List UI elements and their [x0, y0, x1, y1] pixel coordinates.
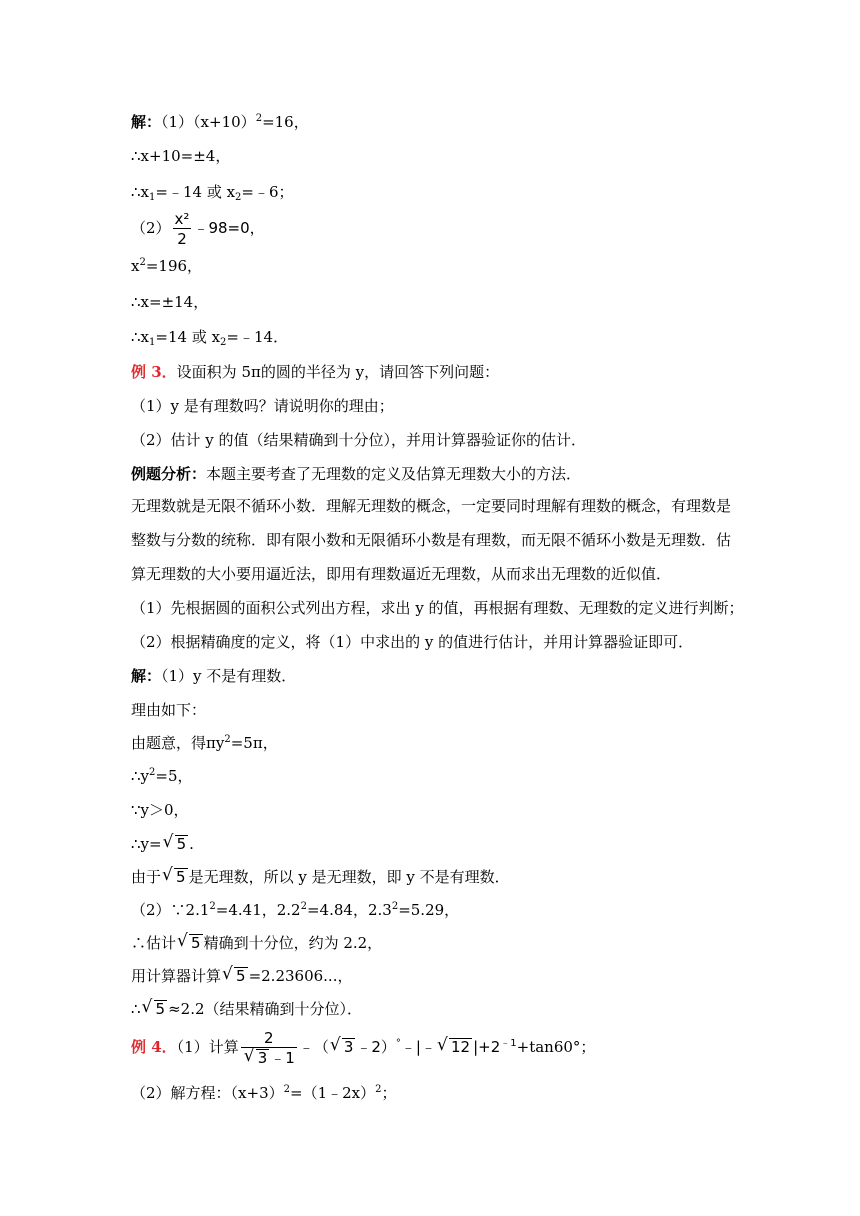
- example-3-question-1: （1）y 是有理数吗？请说明你的理由；: [131, 397, 394, 415]
- sqrt-12: [437, 1026, 472, 1068]
- eq-text: ∴y: [131, 767, 150, 785]
- eq-text: ；: [381, 1084, 397, 1102]
- solution-3-line: [131, 733, 278, 753]
- subscript: 2: [220, 337, 227, 348]
- example-3-question-2: （2）估计 y 的值（结果精确到十分位），并用计算器验证你的估计．: [131, 431, 587, 449]
- sqrt-5: [162, 867, 188, 887]
- exponent: 2: [283, 1084, 290, 1095]
- solution-3-line: [131, 766, 193, 786]
- radicand: 5: [176, 835, 187, 853]
- solution-3-line: 理由如下：: [131, 701, 207, 719]
- fraction-2-over-sqrt3-minus-1: [241, 1029, 297, 1068]
- analysis-heading: [131, 464, 581, 484]
- fraction-x2-over-2: [173, 210, 192, 249]
- eq-text: +tan60°；: [516, 1038, 596, 1056]
- exponent: 2: [149, 767, 156, 778]
- eq-text: ﹣1: [270, 1048, 295, 1067]
- eq-text: =196，: [145, 257, 203, 275]
- exponent: 2: [224, 734, 231, 745]
- eq-text: =5π，: [230, 734, 278, 752]
- radicand: 5: [176, 868, 186, 886]
- analysis-step-2: （2）根据精确度的定义，将（1）中求出的 y 的值进行估计，并用计算器验证即可．: [131, 633, 694, 651]
- analysis-label: 例题分析：: [131, 465, 207, 483]
- example-4-question-2: [131, 1083, 397, 1103]
- eq-text: ∴估计: [131, 934, 177, 952]
- eq-text: 用计算器计算: [131, 967, 222, 985]
- eq-text: |+2: [473, 1038, 501, 1056]
- eq-text: ∴y=: [131, 835, 162, 853]
- eq-text: =（1﹣2x）: [290, 1084, 376, 1102]
- eq-text: （1）计算: [176, 1038, 239, 1056]
- eq-text: 是无理数，所以 y 是无理数，即 y 不是有理数．: [188, 868, 510, 886]
- example-4-question-1: [131, 1026, 595, 1068]
- sqrt-5: [163, 834, 189, 854]
- radicand: 12: [450, 1038, 471, 1056]
- solution-line-4: [131, 208, 265, 249]
- exponent: ﹣1: [500, 1038, 517, 1049]
- fraction-denominator: 2: [177, 229, 187, 248]
- fraction-numerator: 2: [241, 1029, 297, 1048]
- eq-text: （2）解方程：（x+3）: [131, 1084, 284, 1102]
- solution-3-heading: [131, 666, 296, 686]
- sqrt-3: [330, 1026, 356, 1068]
- eq-text: ﹣2）: [356, 1038, 396, 1056]
- exponent: 2: [375, 1084, 382, 1095]
- solution-3-line: [131, 966, 352, 986]
- radicand: 3: [257, 1048, 268, 1067]
- eq-text: ﹣|﹣: [400, 1038, 436, 1056]
- eq-text: （2）: [131, 219, 171, 237]
- radicand: 5: [155, 1000, 166, 1018]
- example-label: 例 3．: [131, 363, 177, 381]
- eq-text: 精确到十分位，约为 2.2，: [203, 934, 383, 952]
- sqrt-3: [244, 1048, 270, 1068]
- eq-text: =5.29，: [398, 901, 460, 919]
- eq-text: 由题意，得πy: [131, 734, 225, 752]
- eq-text: =14 或 x: [155, 328, 221, 346]
- solution-3-line: ∵y＞0，: [131, 801, 189, 819]
- solution-3-line: [131, 834, 194, 854]
- solution-3-line: [131, 900, 459, 920]
- eq-text: ∴x: [131, 183, 150, 201]
- eq-text: 由于: [131, 868, 162, 886]
- example-text: 设面积为 5π的圆的半径为 y，请回答下列问题：: [176, 363, 500, 381]
- solution-line-6: ∴x=±14，: [131, 293, 209, 311]
- exponent: °: [395, 1038, 401, 1049]
- analysis-paragraph-line: 整数与分数的统称．即有限小数和无限循环小数是有理数，而无限不循环小数是无理数．估: [131, 531, 732, 549]
- eq-text: =﹣14 或 x: [155, 183, 236, 201]
- subscript: 1: [149, 337, 156, 348]
- radicand: 5: [191, 934, 201, 952]
- exponent: 2: [139, 257, 146, 268]
- exponent: 2: [300, 901, 307, 912]
- eq-text: ﹣98=0: [193, 219, 250, 237]
- exponent: 2: [255, 113, 263, 124]
- eq-text: x: [131, 257, 140, 275]
- exponent: 2: [209, 901, 216, 912]
- eq-text: ，: [249, 219, 265, 237]
- fraction-numerator: x²: [174, 209, 190, 228]
- example-3-heading: [131, 362, 499, 382]
- solution-3-line: [131, 933, 382, 953]
- sqrt-5: [222, 966, 248, 986]
- example-label: 例 4．: [131, 1038, 177, 1056]
- solution-text: （1）y 不是有理数．: [161, 667, 297, 685]
- sqrt-5: [177, 933, 203, 953]
- eq-text: =4.41，2.2: [215, 901, 301, 919]
- eq-text: =﹣6；: [241, 183, 294, 201]
- eq-text: =2.23606...，: [248, 967, 353, 985]
- fraction-denominator: [241, 1048, 297, 1068]
- eq-text: ﹣（: [298, 1038, 329, 1056]
- solution-line-7: [131, 327, 288, 347]
- eq-text: （1）（x+10）: [161, 113, 256, 131]
- solution-line-2: ∴x+10=±4，: [131, 147, 231, 165]
- analysis-paragraph-line: 无理数就是无限不循环小数．理解无理数的概念，一定要同时理解有理数的概念，有理数是: [131, 497, 732, 515]
- solution-label: 解：: [131, 667, 162, 685]
- radicand: 3: [343, 1038, 354, 1056]
- subscript: 2: [235, 192, 242, 203]
- solution-line-1: [131, 112, 309, 132]
- sqrt-5: [142, 999, 168, 1019]
- radicand: 5: [236, 967, 246, 985]
- eq-text: =4.84，2.3: [306, 901, 392, 919]
- solution-3-line: [131, 999, 362, 1019]
- eq-text: ≈2.2（结果精确到十分位）．: [168, 1000, 363, 1018]
- analysis-text: 本题主要考查了无理数的定义及估算无理数大小的方法．: [206, 465, 582, 483]
- solution-label: 解：: [131, 113, 162, 131]
- analysis-step-1: （1）先根据圆的面积公式列出方程，求出 y 的值，再根据有理数、无理数的定义进行判断；: [131, 599, 744, 617]
- analysis-paragraph-line: 算无理数的大小要用逼近法，即用有理数逼近无理数，从而求出无理数的近似值．: [131, 565, 672, 583]
- eq-text: =16，: [262, 113, 309, 131]
- eq-text: （2）∵2.1: [131, 901, 210, 919]
- exponent: 2: [391, 901, 399, 912]
- eq-text: =﹣14．: [226, 328, 289, 346]
- eq-text: ∴: [131, 1000, 141, 1018]
- solution-3-line: [131, 867, 510, 887]
- solution-line-5: [131, 256, 202, 276]
- subscript: 1: [149, 192, 156, 203]
- solution-line-3: [131, 182, 294, 202]
- eq-text: .: [189, 835, 194, 853]
- eq-text: ∴x: [131, 328, 150, 346]
- eq-text: =5，: [155, 767, 193, 785]
